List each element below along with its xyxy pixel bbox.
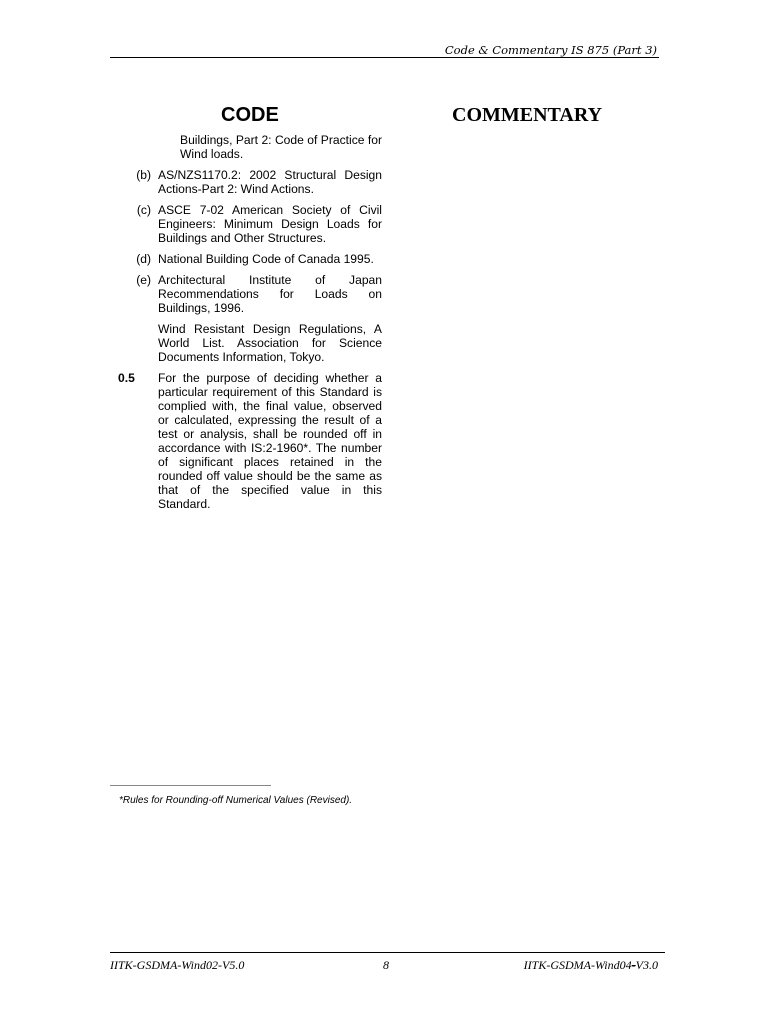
code-column-heading: CODE bbox=[221, 104, 279, 126]
reference-label: (d) bbox=[136, 252, 151, 266]
reference-item-b bbox=[118, 168, 382, 196]
reference-label: (c) bbox=[136, 203, 151, 217]
clause-text: For the purpose of deciding whether a particular requirement of this Standard is complied with, the final value, observed or calculated, expressing the result of a test or analysis, shall be rounded off in accordance with IS:2-1960*. The number of significant places retained in the rounded off value should be the same as that of the specified value in this Standard. bbox=[158, 371, 382, 511]
reference-label: (e) bbox=[136, 273, 151, 287]
reference-item-d bbox=[118, 252, 382, 266]
reference-text: AS/NZS1170.2: 2002 Structural Design Actions-Part 2: Wind Actions. bbox=[158, 168, 382, 196]
clause-number: 0.5 bbox=[118, 371, 135, 385]
footer-left-doc-id: IITK-GSDMA-Wind02-V5.0 bbox=[110, 958, 245, 972]
footer-right-prefix: IITK-GSDMA-Wind04 bbox=[523, 958, 632, 972]
wind-regulations-reference: Wind Resistant Design Regulations, A World List. Association for Science Documents Information, Tokyo. bbox=[158, 322, 382, 364]
footnote: *Rules for Rounding-off Numerical Values (Revised). bbox=[119, 795, 353, 806]
footer-right-strike: - bbox=[631, 958, 636, 972]
footer-right-doc-id bbox=[524, 958, 658, 973]
footnote-divider bbox=[110, 785, 271, 786]
reference-item-c bbox=[118, 203, 382, 245]
reference-label: (b) bbox=[136, 168, 151, 182]
code-column bbox=[118, 133, 382, 511]
footer-divider bbox=[110, 952, 665, 953]
reference-text: ASCE 7-02 American Society of Civil Engineers: Minimum Design Loads for Buildings and Other Structures. bbox=[158, 203, 382, 245]
clause-0-5 bbox=[118, 371, 382, 511]
header-divider bbox=[110, 57, 659, 58]
commentary-column-heading: COMMENTARY bbox=[452, 104, 603, 126]
footer-right-suffix: V3.0 bbox=[635, 958, 658, 972]
running-header: Code & Commentary IS 875 (Part 3) bbox=[444, 43, 657, 57]
reference-text: National Building Code of Canada 1995. bbox=[158, 252, 374, 266]
page-number: 8 bbox=[383, 958, 389, 972]
reference-text: Architectural Institute of Japan Recommendations for Loads on Buildings, 1996. bbox=[158, 273, 382, 315]
reference-item-e bbox=[118, 273, 382, 315]
reference-a-continuation: Buildings, Part 2: Code of Practice for Wind loads. bbox=[180, 133, 382, 161]
